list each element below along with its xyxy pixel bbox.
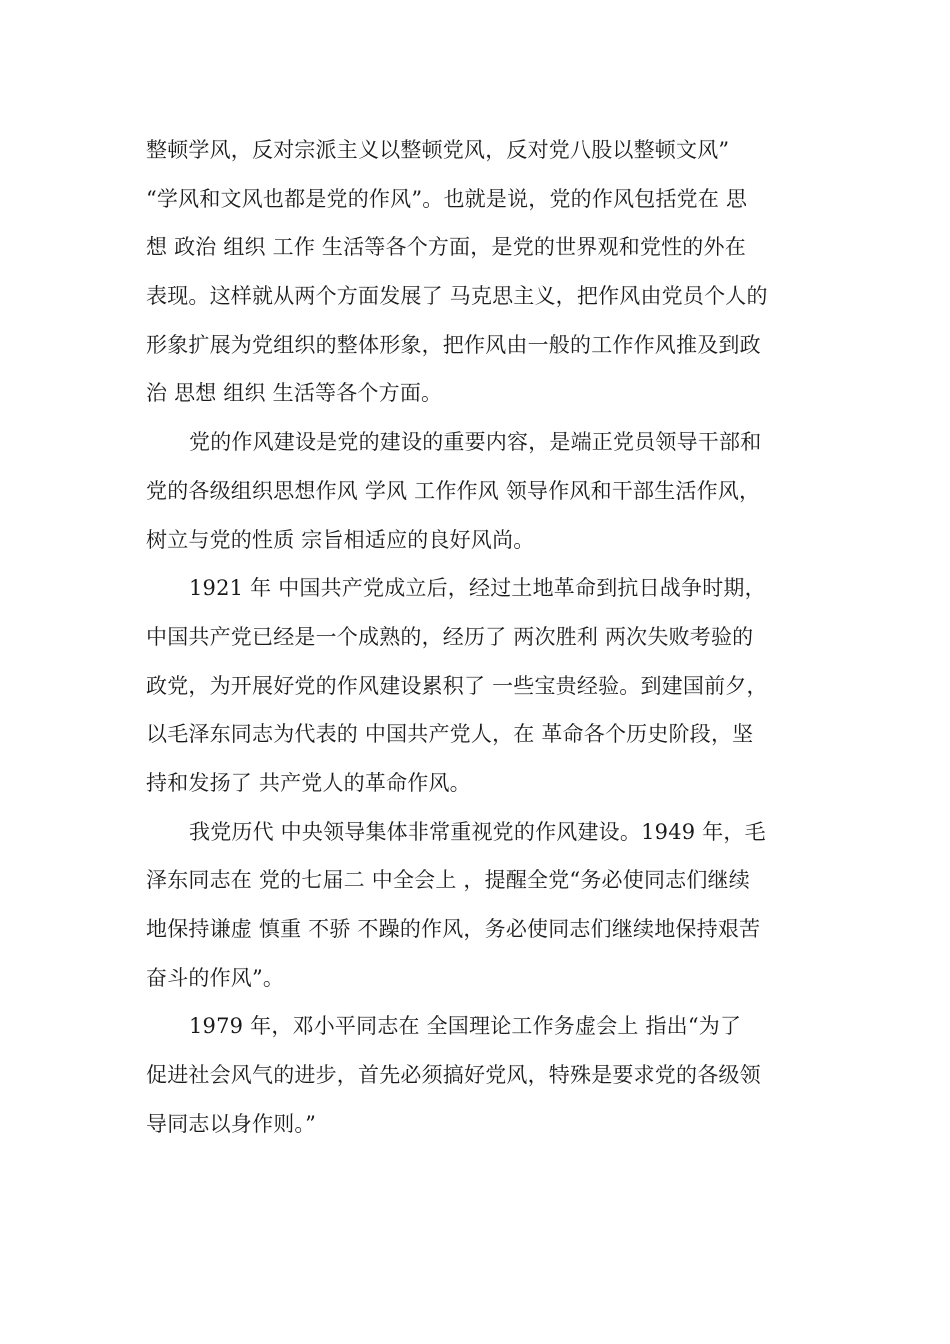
- text-line: 表现。这样就从两个方面发展了 马克思主义，把作风由党员个人的: [146, 284, 768, 309]
- paragraph-first-line: 我党历代 中央领导集体非常重视党的作风建设。1949 年，毛: [189, 819, 766, 844]
- text-line: 想 政治 组织 工作 生活等各个方面，是党的世界观和党性的外在: [146, 235, 746, 260]
- paragraph-first-line: 1921 年 中国共产党成立后，经过土地革命到抗日战争时期，: [189, 576, 766, 601]
- text-line: 导同志以身作则。”: [146, 1111, 317, 1136]
- text-line: 树立与党的性质 宗旨相适应的良好风尚。: [146, 527, 535, 552]
- text-line: 治 思想 组织 生活等各个方面。: [146, 381, 443, 406]
- text-line: 泽东同志在 党的七届二 中全会上 ，提醒全党“务必使同志们继续: [146, 868, 750, 893]
- body-text: [146, 126, 810, 1148]
- text-line: 持和发扬了 共产党人的革命作风。: [146, 770, 471, 795]
- text-line: 地保持谦虚 慎重 不骄 不躁的作风，务必使同志们继续地保持艰苦: [146, 917, 761, 941]
- paragraph-first-line: 1979 年，邓小平同志在 全国理论工作务虚会上 指出“为了: [189, 1014, 742, 1039]
- text-line: “学风和文风也都是党的作风”。也就是说，党的作风包括党在 思: [146, 186, 748, 211]
- text-line: 促进社会风气的进步，首先必须搞好党风，特殊是要求党的各级领: [146, 1063, 761, 1088]
- text-line: 中国共产党已经是一个成熟的，经历了 两次胜利 两次失败考验的: [146, 624, 754, 649]
- text-line: 形象扩展为党组织的整体形象，把作风由一般的工作作风推及到政: [146, 332, 761, 357]
- text-line: 奋斗的作风”。: [146, 965, 285, 990]
- paragraph-first-line: 党的作风建设是党的建设的重要内容，是端正党员领导干部和: [189, 430, 762, 455]
- text-line: 整顿学风，反对宗派主义以整顿党风，反对党八股以整顿文风”: [146, 138, 730, 162]
- text-line: 政党，为开展好党的作风建设累积了 一些宝贵经验。到建国前夕，: [146, 673, 768, 698]
- text-line: 以毛泽东同志为代表的 中国共产党人，在 革命各个历史阶段，坚: [146, 722, 754, 747]
- text-line: 党的各级组织思想作风 学风 工作作风 领导作风和干部生活作风，: [146, 478, 761, 503]
